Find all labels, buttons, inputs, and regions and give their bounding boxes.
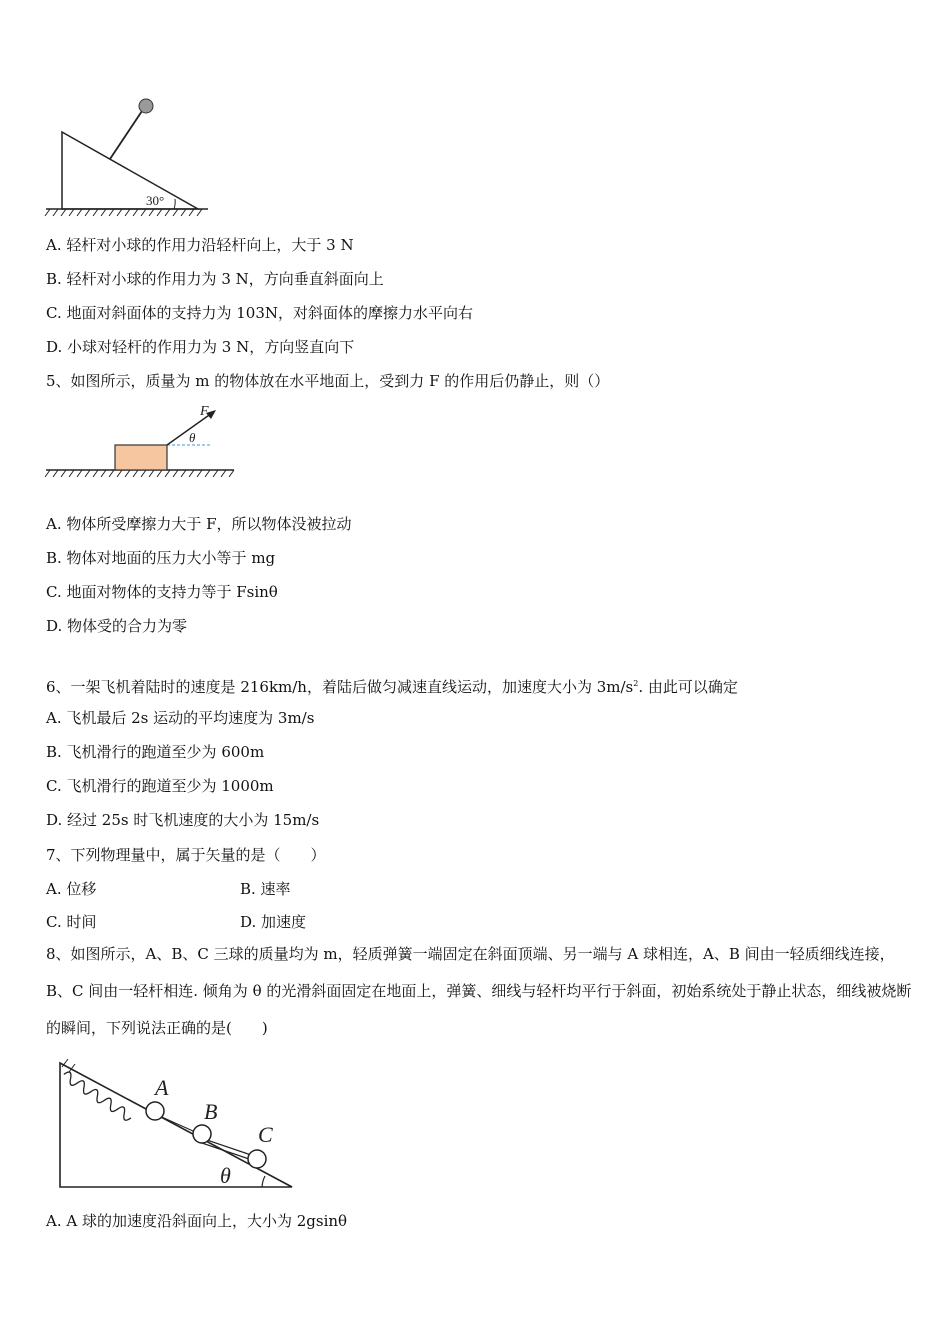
figure-block-force: [40, 400, 240, 482]
label-a: A: [155, 1075, 169, 1100]
q6-stem-exponent: 2: [633, 679, 639, 688]
q7-stem: 7、下列物理量中，属于矢量的是（ ）: [46, 846, 326, 864]
q7-option-b: B. 速率: [240, 880, 291, 898]
q5-stem: 5、如图所示，质量为 m 的物体放在水平地面上，受到力 F 的作用后仍静止，则（）: [46, 372, 610, 390]
light-rod-bottom: [202, 1143, 255, 1161]
light-rod: [110, 108, 144, 159]
q8-option-a: A. A 球的加速度沿斜面向上，大小为 2gsinθ: [46, 1212, 348, 1230]
figure-incline-rod-ball: [40, 92, 220, 222]
q4-option-c: C. 地面对斜面体的支持力为 103N，对斜面体的摩擦力水平向右: [46, 304, 474, 322]
q7-option-a: A. 位移: [46, 880, 97, 898]
angle-label-theta: θ: [189, 430, 196, 445]
q5-option-c: C. 地面对物体的支持力等于 Fsinθ: [46, 583, 278, 601]
ball-c: [248, 1150, 266, 1168]
ball-b: [193, 1125, 211, 1143]
ground-hatch: [45, 209, 202, 216]
angle-label-theta: θ: [220, 1163, 231, 1188]
q4-option-d: D. 小球对轻杆的作用力为 3 N，方向竖直向下: [46, 338, 355, 356]
label-b: B: [204, 1099, 218, 1124]
q6-stem-main: 6、一架飞机着陆时的速度是 216km/h，着陆后做匀减速直线运动，加速度大小为 3m/s: [46, 678, 634, 696]
angle-arc: [262, 1176, 265, 1187]
q5-option-b: B. 物体对地面的压力大小等于 mg: [46, 549, 276, 567]
q5-option-d: D. 物体受的合力为零: [46, 617, 188, 635]
q6-option-a: A. 飞机最后 2s 运动的平均速度为 3m/s: [46, 709, 315, 727]
label-c: C: [258, 1122, 273, 1147]
q5-option-a: A. 物体所受摩擦力大于 F，所以物体没被拉动: [46, 515, 352, 533]
incline-block: [62, 132, 198, 209]
angle-label-30: 30°: [146, 193, 165, 208]
figure-incline-spring-balls: [52, 1055, 302, 1195]
q6-option-c: C. 飞机滑行的跑道至少为 1000m: [46, 777, 274, 795]
q4-option-a: A. 轻杆对小球的作用力沿轻杆向上，大于 3 N: [46, 236, 354, 254]
angle-arc: [174, 199, 175, 209]
q7-option-d: D. 加速度: [240, 913, 307, 931]
q6-stem: [46, 674, 738, 697]
ball-a: [146, 1102, 164, 1120]
q7-option-c: C. 时间: [46, 913, 97, 931]
ground-hatch: [45, 470, 234, 477]
small-ball: [139, 99, 153, 113]
q8-stem: 8、如图所示，A、B、C 三球的质量均为 m，轻质弹簧一端固定在斜面顶端、另一端与 A 球相连，A、B 间由一轻质细线连接，B、C 间由一轻杆相连. 倾角为 θ 的光滑斜面固定在地面上，弹簧、细线与轻杆均平行于斜面，初始系统处于静止状态，细线被烧断的瞬间，下列说法正确的是( ): [46, 945, 912, 1037]
q4-option-b: B. 轻杆对小球的作用力为 3 N，方向垂直斜面向上: [46, 270, 384, 288]
block-mass: [115, 445, 167, 470]
q6-option-b: B. 飞机滑行的跑道至少为 600m: [46, 743, 265, 761]
q6-stem-tail: . 由此可以确定: [638, 678, 738, 696]
q6-option-d: D. 经过 25s 时飞机速度的大小为 15m/s: [46, 811, 320, 829]
force-label: F: [200, 404, 209, 419]
